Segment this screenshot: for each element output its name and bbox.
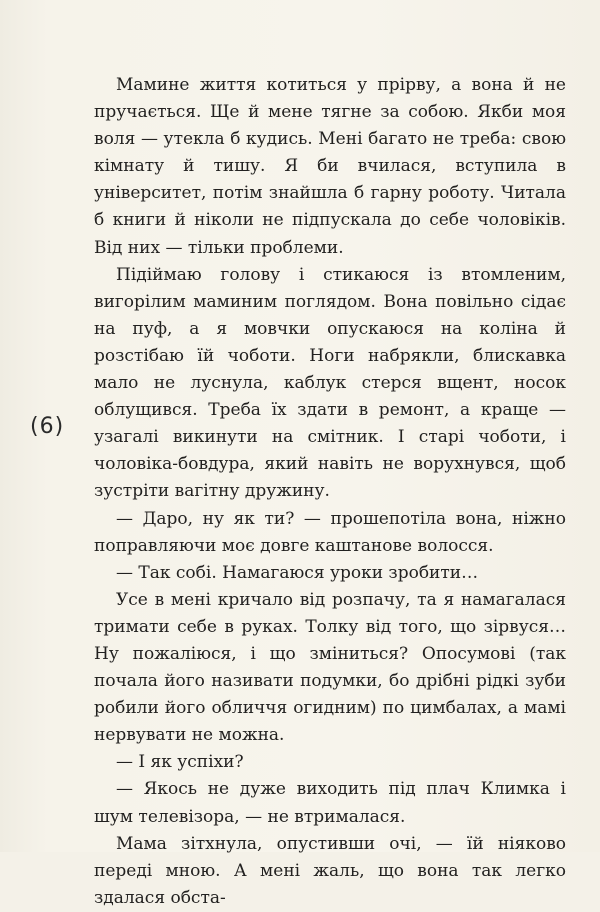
paragraph: — Якось не дуже виходить під плач Климка і шум телевізора, — не втрималася. [94, 779, 566, 827]
paragraph: Підіймаю голову і стикаюся із втомленим, вигорілим маминим поглядом. Вона повільно сідає на пуф, а я мовчки опускаюся на коліна й розстібаю їй чоботи. Ноги набрякли, блискавка мало не луснула, каблук стерся вщент, носок облущився. Треба їх здати в ремонт, а краще — узагалі викинути на смітник. І старі чоботи, і чоловіка-бовдура, який навіть не ворухнувся, щоб зустріти вагітну дружину. [94, 264, 566, 502]
paragraph: — І як успіхи? [116, 752, 244, 773]
paragraph: Мама зітхнула, опустивши очі, — їй ніяково переді мною. А мені жаль, що вона так легко здалася обста- [94, 833, 566, 908]
paragraph: — Даро, ну як ти? — прошепотіла вона, ніжно поправляючи моє довге каштанове волосся. [94, 508, 566, 556]
handwritten-margin-note: (6) [30, 414, 65, 439]
body-text [94, 72, 566, 912]
paragraph: Усе в мені кричало від розпачу, та я намагалася тримати себе в руках. Толку від того, що зірвуся… Ну пожаліюся, і що зміниться? Опосумові (так почала його називати подумки, бо дрібні рідкі зуби робили його обличчя огидним) по цимбалах, а мамі нервувати не можна. [94, 589, 566, 746]
paragraph: Мамине життя котиться у прірву, а вона й не пручається. Ще й мене тягне за собою. Якби моя воля — утекла б кудись. Мені багато не треба: свою кімнату й тишу. Я би вчилася, вступила в університет, потім знайшла б гарну роботу. Читала б книги й ніколи не підпускала до себе чоловіків. Від них — тільки проблеми. [94, 75, 566, 258]
paragraph: — Так собі. Намагаюся уроки зробити… [116, 562, 479, 583]
